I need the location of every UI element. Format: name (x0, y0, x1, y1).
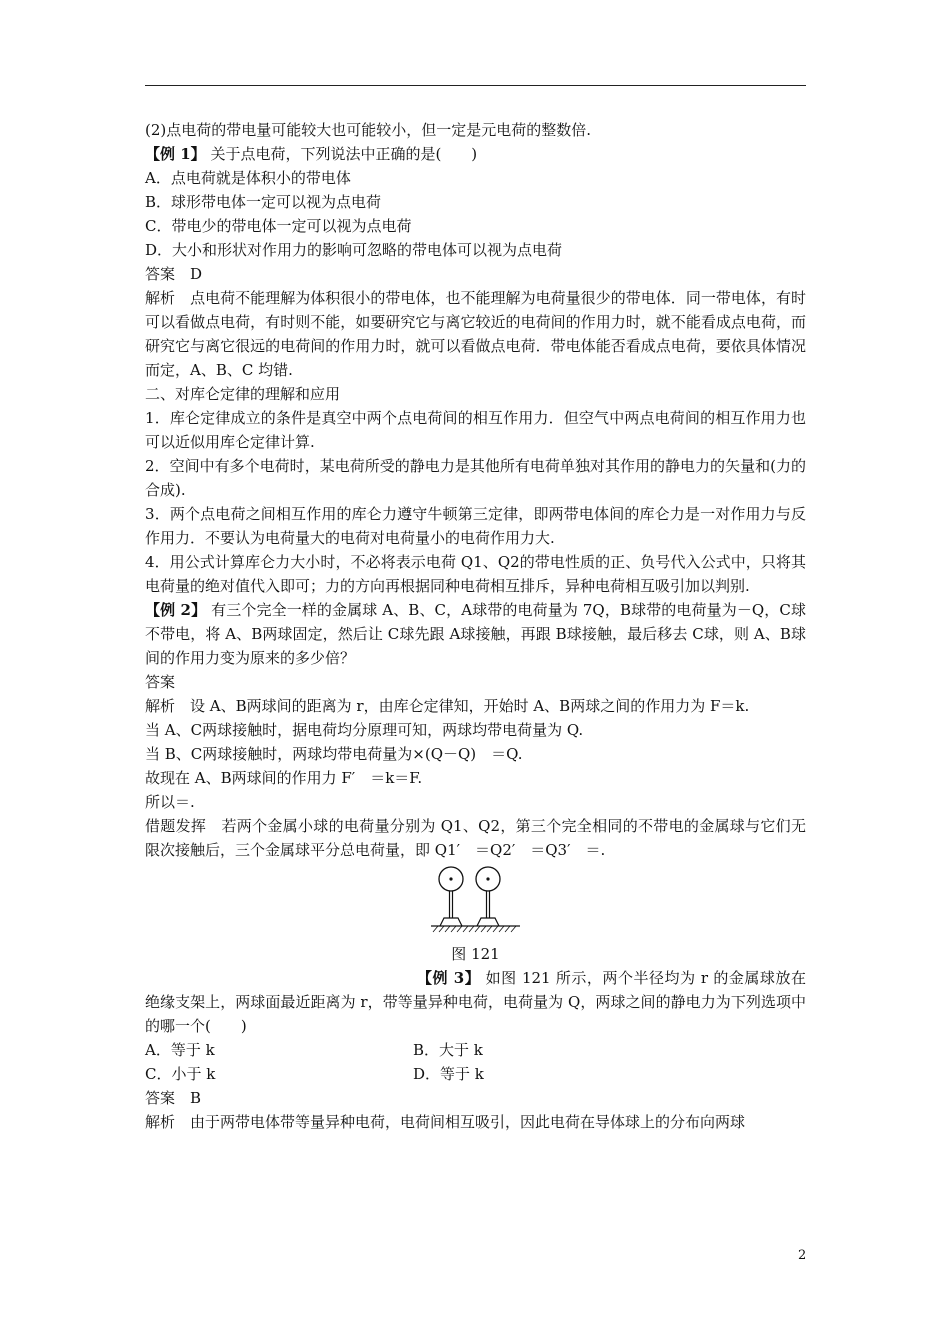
explanation: 解析 由于两带电体带等量异种电荷，电荷间相互吸引，因此电荷在导体球上的分布向两球 (145, 1113, 746, 1131)
two-spheres-on-stands-diagram (428, 866, 524, 936)
question-text: 关于点电荷，下列说法中正确的是( ) (210, 145, 478, 163)
option-a: A．点电荷就是体积小的带电体 (145, 169, 351, 187)
point-2: 2．空间中有多个电荷时，某电荷所受的静电力是其他所有电荷单独对其作用的静电力的矢量和(力的合成). (145, 457, 806, 499)
example-2-question (145, 598, 806, 670)
example-3-question (145, 966, 806, 1038)
example-label: 【例 2】 (145, 601, 207, 619)
page-number: 2 (798, 1248, 807, 1263)
question-text: 如图 121 所示，两个半径均为 r 的金属球放在绝缘支架上，两球面最近距离为 r，带等量异种电荷，电荷量为 Q，两球之间的静电力为下列选项中的哪一个( ) (145, 969, 806, 1035)
header-rule (145, 85, 806, 86)
explanation-line: 解析 设 A、B两球间的距离为 r，由库仑定律知，开始时 A、B两球之间的作用力为 F＝k. (145, 697, 750, 715)
explanation-line: 所以＝. (145, 793, 195, 811)
option-d: D．等于 k (413, 1065, 484, 1083)
example-1-question (145, 142, 806, 166)
option-c: C．小于 k (145, 1065, 216, 1083)
option-a: A．等于 k (145, 1041, 215, 1059)
sphere-right-center (486, 877, 489, 880)
stand-left (440, 918, 462, 926)
point-3: 3．两个点电荷之间相互作用的库仑力遵守牛顿第三定律，即两带电体间的库仑力是一对作用力与反作用力．不要认为电荷量大的电荷对电荷量小的电荷作用力大. (145, 505, 806, 547)
point-1: 1．库仑定律成立的条件是真空中两个点电荷间的相互作用力．但空气中两点电荷间的相互作用力也可以近似用库仑定律计算. (145, 409, 806, 451)
explanation-line: 故现在 A、B两球间的作用力 F′ ＝k＝F. (145, 769, 423, 787)
example-label: 【例 3】 (417, 969, 481, 987)
ground-hatching (433, 926, 516, 932)
options-row (145, 1062, 806, 1086)
answer: 答案 D (145, 265, 203, 283)
section-heading: 二、对库仑定律的理解和应用 (145, 385, 341, 403)
figure-metal-spheres (145, 866, 806, 936)
sphere-left-center (449, 877, 452, 880)
answer: 答案 B (145, 1089, 202, 1107)
stand-right (477, 918, 499, 926)
option-b: B．大于 k (413, 1041, 483, 1059)
answer: 答案 (145, 673, 176, 691)
question-text: 有三个完全一样的金属球 A、B、C，A球带的电荷量为 7Q，B球带的电荷量为－Q，C球不带电，将 A、B两球固定，然后让 C球先跟 A球接触，再跟 B球接触，最后移去 C球，则 A、B球间的作用力变为原来的多少倍？ (145, 601, 806, 667)
example-label: 【例 1】 (145, 145, 206, 163)
explanation-line: 当 A、C两球接触时，据电荷均分原理可知，两球均带电荷量为 Q. (145, 721, 584, 739)
text-line: (2)点电荷的带电量可能较大也可能较小，但一定是元电荷的整数倍. (145, 121, 592, 139)
options-row (145, 1038, 806, 1062)
option-b: B．球形带电体一定可以视为点电荷 (145, 193, 382, 211)
page-body (145, 118, 806, 1134)
tip-paragraph: 借题发挥 若两个金属小球的电荷量分别为 Q1、Q2，第三个完全相同的不带电的金属球与它们无限次接触后，三个金属球平分总电荷量，即 Q1′ ＝Q2′ ＝Q3′ ＝. (145, 817, 806, 859)
figure-caption: 图 121 (451, 945, 500, 963)
point-4: 4．用公式计算库仑力大小时，不必将表示电荷 Q1、Q2的带电性质的正、负号代入公式中，只将其电荷量的绝对值代入即可；力的方向再根据同种电荷相互排斥，异种电荷相互吸引加以判别. (145, 553, 806, 595)
option-c: C．带电少的带电体一定可以视为点电荷 (145, 217, 412, 235)
explanation-line: 当 B、C两球接触时，两球均带电荷量为×(Q－Q) ＝Q. (145, 745, 523, 763)
explanation: 解析 点电荷不能理解为体积很小的带电体，也不能理解为电荷量很少的带电体．同一带电体，有时可以看做点电荷，有时则不能，如要研究它与离它较近的电荷间的作用力时，就不能看成点电荷，而研究它与离它很远的电荷间的作用力时，就可以看做点电荷．带电体能否看成点电荷，要依具体情况而定，A、B、C 均错. (145, 289, 806, 379)
option-d: D．大小和形状对作用力的影响可忽略的带电体可以视为点电荷 (145, 241, 563, 259)
